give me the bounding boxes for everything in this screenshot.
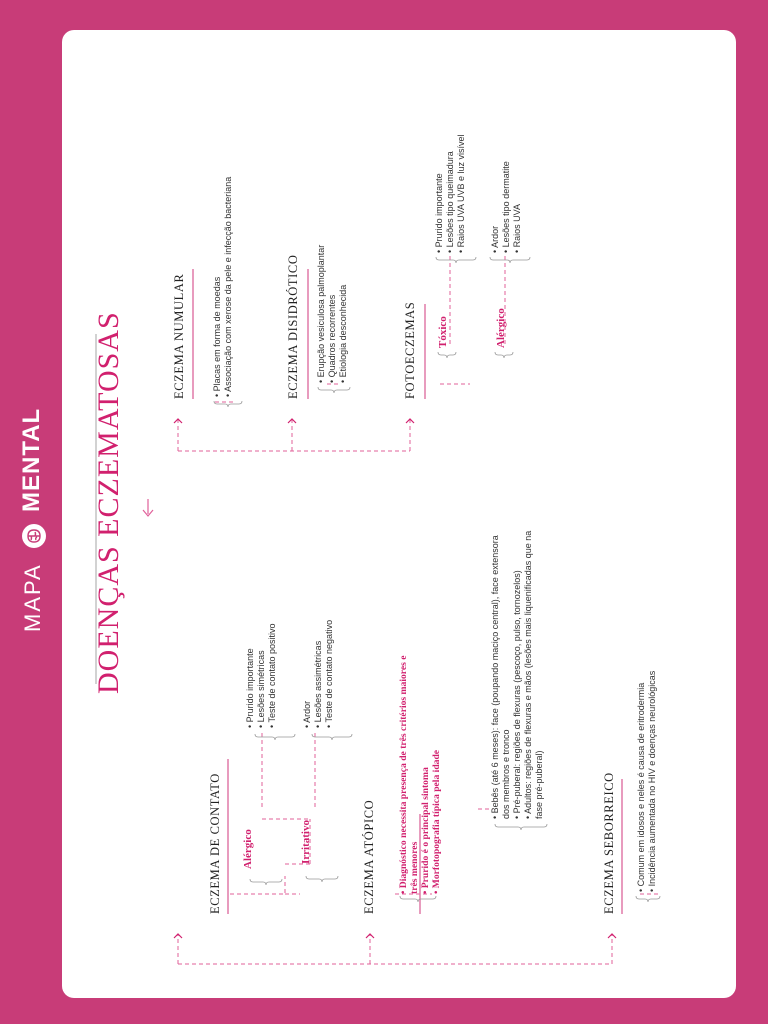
list-item: • Teste de contato positivo (267, 623, 277, 728)
list-item: • Prurido é o principal sintoma (420, 767, 431, 894)
header-mapa: MAPA (20, 563, 45, 632)
list-item: • Lesões tipo dermatite (501, 161, 511, 253)
seborreico-title: ECZEMA SEBORREICO (602, 772, 616, 914)
list-item: • Morfotopografia típica pela idade (431, 749, 442, 894)
list-item: • Placas em forma de moedas (212, 276, 222, 397)
contato-alergico-label: Alérgico (242, 829, 254, 869)
foto-alergico-label: Alérgico (495, 308, 507, 348)
foto-toxico-label: Tóxico (437, 316, 449, 348)
atopico-title: ECZEMA ATÓPICO (362, 799, 376, 914)
header-mental: MENTAL (18, 407, 45, 512)
contato-irritativo-label: Irritativo (300, 820, 312, 864)
list-item: • Pré-puberal: regiões de flexuras (pescoço, pulso, tornozelos) (512, 570, 522, 819)
contato-irritativo-list (302, 620, 335, 728)
list-item: • Teste de contato negativo (324, 619, 334, 728)
list-item: • Ardor (302, 700, 312, 728)
list-item: • Lesões tipo queimadura (445, 151, 455, 253)
list-item: • Raios UVA (512, 203, 522, 253)
list-item: • Erupção vesiculosa palmoplantar (316, 244, 326, 383)
list-item: • Lesões assimétricas (313, 640, 323, 728)
numular-title: ECZEMA NUMULAR (172, 273, 186, 399)
page-title: DOENÇAS ECZEMATOSAS (92, 311, 125, 694)
numular-list (212, 177, 234, 397)
list-item: • Raios UVA UVB e luz visível (456, 134, 466, 253)
atopico-points (398, 564, 442, 894)
fotoeczemas-title: FOTOECZEMAS (403, 301, 417, 399)
foto-alergico-list (490, 161, 523, 253)
disidrotico-list (316, 245, 349, 383)
seborreico-list (636, 671, 658, 892)
atopico-ages (490, 489, 545, 819)
contato-alergico-list (245, 623, 278, 728)
contato-title: ECZEMA DE CONTATO (208, 773, 222, 914)
list-item: • Prurido importante (434, 173, 444, 253)
list-item: • Quadros recorrentes (327, 294, 337, 383)
list-item: • Adultos: regiões de flexuras e mãos (lesões mais liquenificadas que na fase pré-puberal) (523, 530, 544, 819)
list-item: • Bebês (até 6 meses): face (poupando maciço central), face extensora dos membros e tronco (490, 535, 511, 819)
brain-icon (22, 524, 46, 548)
list-item: • Etiologia desconhecida (338, 284, 348, 383)
foto-toxico-list (434, 134, 467, 253)
brace (250, 879, 282, 885)
list-item: • Prurido importante (245, 648, 255, 728)
list-item: • Associação com xerose da pele e infecção bacteriana (223, 176, 233, 397)
disidrotico-title: ECZEMA DISIDRÓTICO (286, 254, 300, 399)
list-item: • Ardor (490, 225, 500, 253)
list-item: • Diagnóstico necessita presença de três critérios maiores e três menores (398, 655, 420, 894)
list-item: • Incidência aumentada no HIV e doenças neurológicas (647, 670, 657, 892)
list-item: • Comum em idosos e neles é causa de eritrodermia (636, 682, 646, 892)
list-item: • Lesões simétricas (256, 650, 266, 728)
